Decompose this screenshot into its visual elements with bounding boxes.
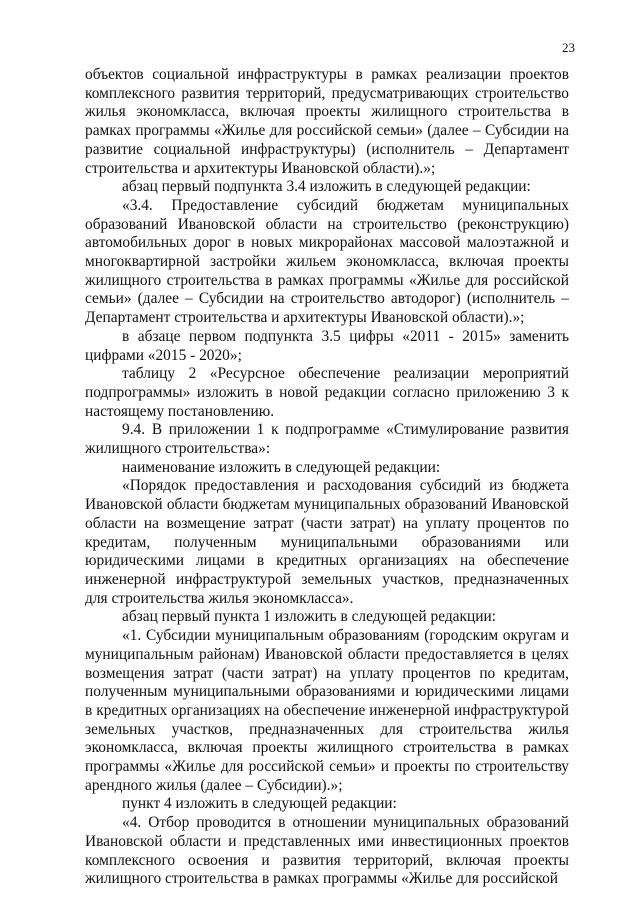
paragraph-point-4: «4. Отбор проводится в отношении муниципальных образований Ивановской области и представленных ими инвестиционных проектов комплексного освоения и развития территорий, включая проекты жилищного строительства в рамках программы «Жилье для российской — [85, 814, 569, 888]
page-number: 23 — [562, 40, 575, 55]
paragraph-point-1: «1. Субсидии муниципальным образованиям (городским округам и муниципальным районам) Ивановской области предоставляется в целях возмещения затрат (части затрат) на уплату процентов по кредитам, полученным муниципальными образованиями и юридическими лицами в кредитных организациях на обеспечение инженерной инфраструктурой земельных участков, предназначенных для строительства жилья экономкласса, включая проекты жилищного строительства в рамках программы «Жилье для российской семьи» и проекты по строительству арендного жилья (далее – Субсидии).»; — [85, 627, 569, 794]
paragraph-instruction-3-4: абзац первый подпункта 3.4 изложить в следующей редакции: — [122, 178, 531, 196]
paragraph-continuation: объектов социальной инфраструктуры в рамках реализации проектов комплексного развития территорий, предусматривающих строительство жилья экономкласса, включая проекты жилищного строительства в рамках программы «Жилье для российской семьи» (далее – Субсидии на развитие социальной инфраструктуры) (исполнитель – Департамент строительства и архитектуры Ивановской области).»; — [85, 66, 569, 177]
paragraph-name-instruction: наименование изложить в следующей редакции: — [122, 458, 441, 476]
paragraph-table-2: таблицу 2 «Ресурсное обеспечение реализации мероприятий подпрограммы» изложить в новой редакции согласно приложению 3 к настоящему постановлению. — [85, 365, 569, 420]
paragraph-instruction-point-1: абзац первый пункта 1 изложить в следующей редакции: — [122, 608, 496, 626]
document-body — [85, 66, 569, 889]
paragraph-procedure-name: «Порядок предоставления и расходования субсидий из бюджета Ивановской области бюджетам муниципальных образований Ивановской области на возмещение затрат (части затрат) на уплату процентов по кредитам, полученным муниципальными образованиями или юридическими лицами в кредитных организациях на обеспечение инженерной инфраструктурой земельных участков, предназначенных для строительства жилья экономкласса». — [85, 477, 569, 607]
paragraph-instruction-3-5: в абзаце первом подпункта 3.5 цифры «2011 - 2015» заменить цифрами «2015 - 2020»; — [85, 327, 569, 364]
paragraph-instruction-point-4: пункт 4 изложить в следующей редакции: — [122, 795, 397, 813]
paragraph-section-9-4: 9.4. В приложении 1 к подпрограмме «Стимулирование развития жилищного строительства»: — [85, 421, 569, 458]
paragraph-clause-3-4: «3.4. Предоставление субсидий бюджетам муниципальных образований Ивановской области на строительство (реконструкцию) автомобильных дорог в новых микрорайонах массовой малоэтажной и многоквартирной застройки жильем экономкласса, включая проекты жилищного строительства в рамках программы «Жилье для российской семьи» (далее – Субсидии на строительство автодорог) (исполнитель – Департамент строительства и архитектуры Ивановской области).»; — [85, 196, 569, 327]
